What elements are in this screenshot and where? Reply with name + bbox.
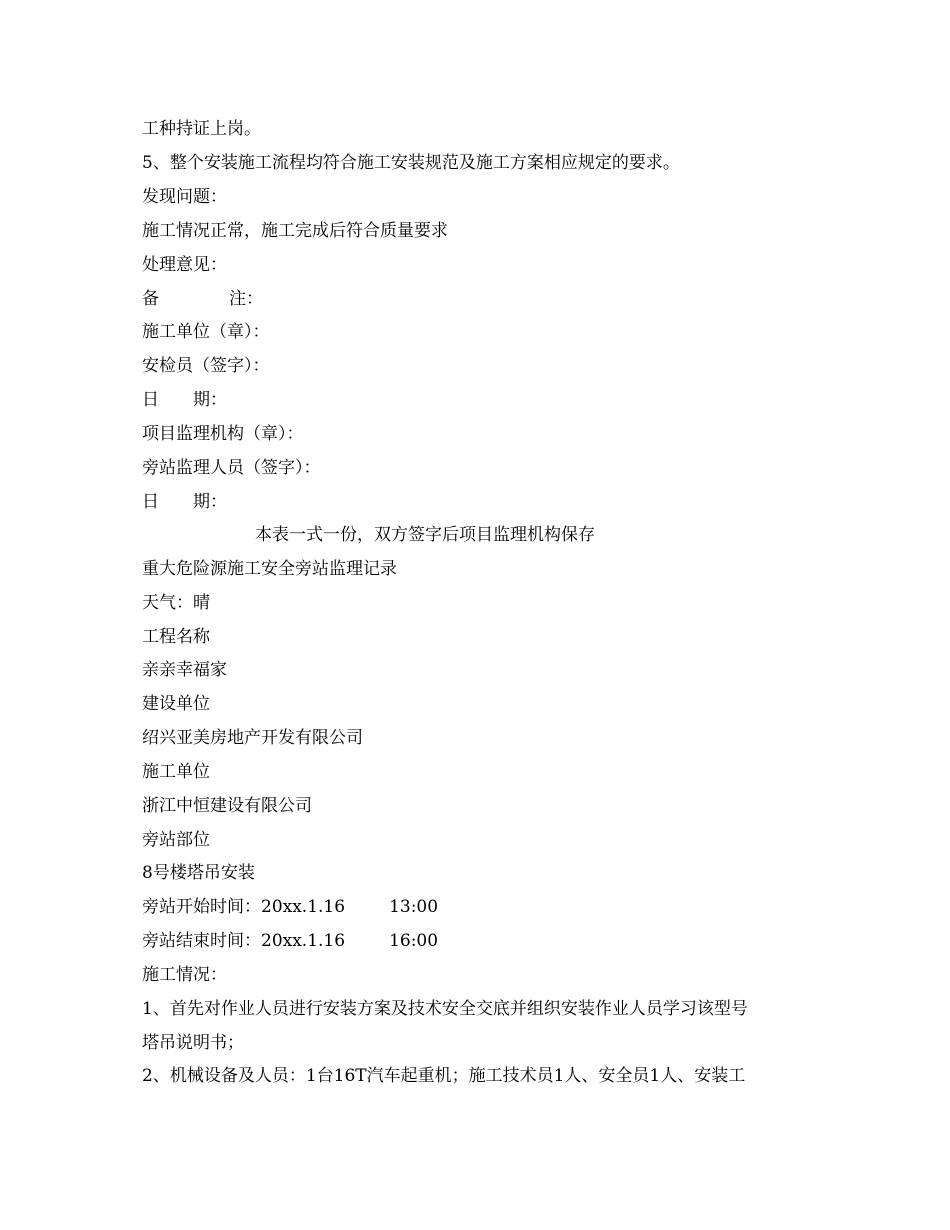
date-label	[142, 389, 227, 411]
start-time	[142, 896, 438, 918]
construction-unit-seal-label: 施工单位（章）：	[142, 322, 270, 342]
start-date: 旁站开始时间：20xx.1.16	[142, 897, 346, 917]
supervision-location-value: 8号楼塔吊安装	[142, 863, 255, 883]
date-label	[142, 491, 227, 513]
supervision-org-seal-label: 项目监理机构（章）：	[142, 424, 304, 444]
date-label-part1: 日	[142, 492, 159, 512]
record-title: 重大危险源施工安全旁站监理记录	[142, 559, 397, 579]
end-clock: 16:00	[389, 931, 439, 951]
date-label-part2: 期：	[193, 390, 227, 410]
text-line: 5、整个安装施工流程均符合施工安装规范及施工方案相应规定的要求。	[142, 153, 680, 173]
owner-unit-label: 建设单位	[142, 694, 210, 714]
text-line: 塔吊说明书；	[142, 1033, 244, 1053]
form-note: 本表一式一份，双方签字后项目监理机构保存	[255, 525, 595, 545]
supervision-location-label: 旁站部位	[142, 830, 210, 850]
date-label-part2: 期：	[193, 492, 227, 512]
supervisor-signature-label: 旁站监理人员（签字）：	[142, 458, 321, 478]
text-line: 2、机械设备及人员：1台16T汽车起重机；施工技术员1人、安全员1人、安装工	[142, 1066, 746, 1086]
remarks-label-part1: 备	[142, 289, 159, 309]
weather: 天气：晴	[142, 593, 210, 613]
text-line: 1、首先对作业人员进行安装方案及技术安全交底并组织安装作业人员学习该型号	[142, 999, 748, 1019]
end-time	[142, 930, 438, 952]
contractor-label: 施工单位	[142, 762, 210, 782]
end-date: 旁站结束时间：20xx.1.16	[142, 931, 346, 951]
project-name-value: 亲亲幸福家	[142, 660, 227, 680]
contractor-value: 浙江中恒建设有限公司	[142, 796, 312, 816]
owner-unit-value: 绍兴亚美房地产开发有限公司	[142, 728, 363, 748]
section-label-problems: 发现问题：	[142, 187, 227, 207]
remarks-label-part2: 注：	[229, 289, 263, 309]
start-clock: 13:00	[389, 897, 439, 917]
text-line: 施工情况正常，施工完成后符合质量要求	[142, 221, 448, 241]
remarks-label	[142, 288, 263, 310]
text-line: 工种持证上岗。	[142, 119, 261, 139]
project-name-label: 工程名称	[142, 627, 210, 647]
date-label-part1: 日	[142, 390, 159, 410]
inspector-signature-label: 安检员（签字）：	[142, 356, 270, 376]
section-label-opinion: 处理意见：	[142, 255, 227, 275]
construction-status-label: 施工情况：	[142, 965, 227, 985]
